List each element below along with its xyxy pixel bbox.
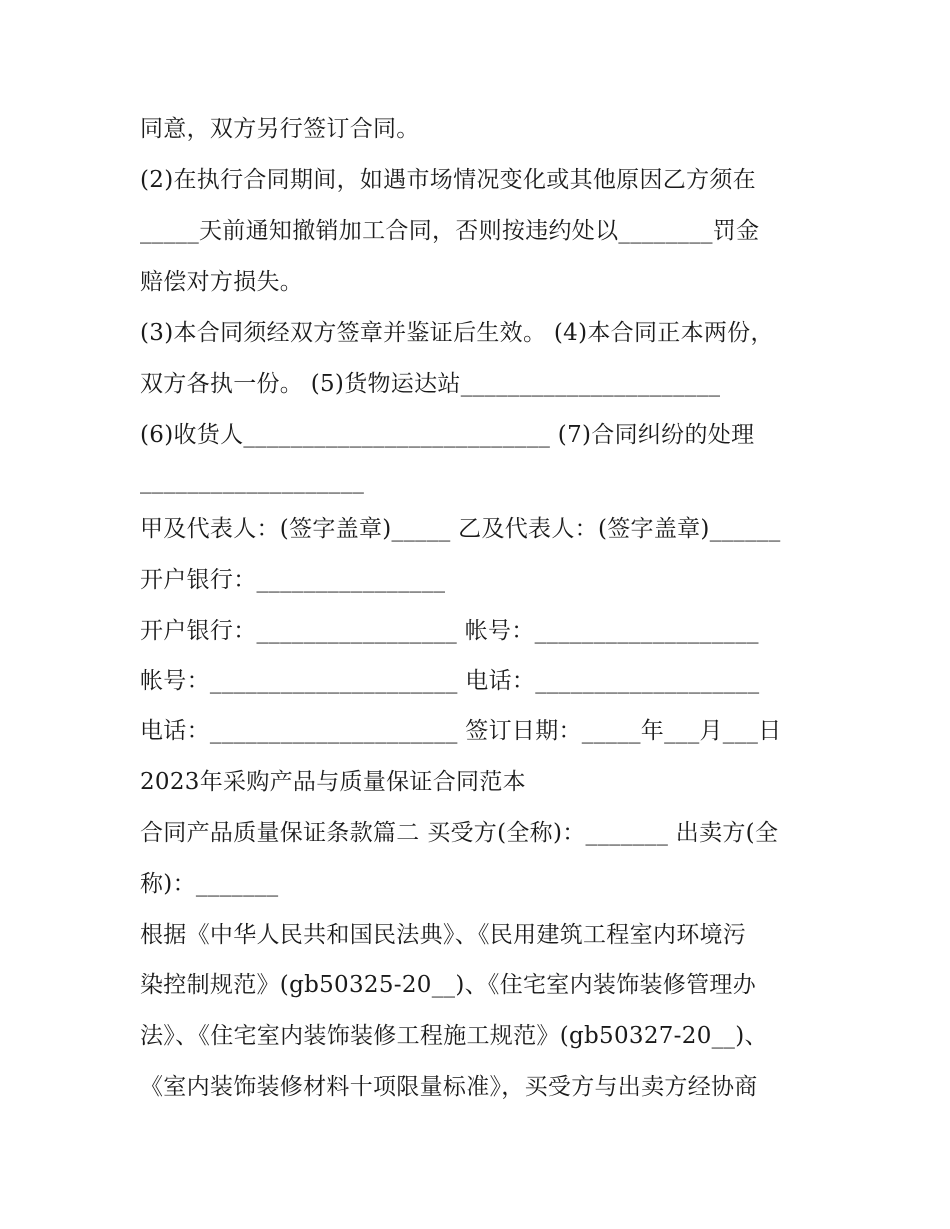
text-line: (3)本合同须经双方签章并鉴证后生效。 (4)本合同正本两份， [140, 320, 774, 346]
text-line: (6)收货人__________________________ (7)合同纠纷的处理 [140, 422, 755, 448]
text-line: 称)：_______ [140, 871, 279, 897]
text-line: 同意，双方另行签订合同。 [140, 116, 420, 142]
text-line: 电话：_____________________ 签订日期：_____年___月___日 [140, 718, 782, 744]
text-line: 《室内装饰装修材料十项限量标准》，买受方与出卖方经协商 [140, 1074, 758, 1100]
text-line: (2)在执行合同期间，如遇市场情况变化或其他原因乙方须在 [140, 167, 756, 193]
text-line: _____天前通知撤销加工合同，否则按违约处以________罚金 [140, 218, 760, 244]
text-line: 开户银行：________________ [140, 567, 446, 593]
text-line: 甲及代表人：(签字盖章)_____ 乙及代表人：(签字盖章)______ [140, 516, 781, 542]
text-line: 赔偿对方损失。 [140, 269, 304, 295]
text-line: 根据《中华人民共和国民法典》、《民用建筑工程室内环境污 [140, 922, 747, 948]
text-line: 2023年采购产品与质量保证合同范本 [140, 769, 526, 795]
text-line: 帐号：_____________________ 电话：___________________ [140, 668, 760, 694]
text-line: 染控制规范》(gb50325-20__)、《住宅室内装饰装修管理办 [140, 972, 756, 998]
text-line: 双方各执一份。 (5)货物运达站______________________ [140, 371, 721, 397]
text-line: 法》、《住宅室内装饰装修工程施工规范》(gb50327-20__)、 [140, 1023, 768, 1049]
text-line: 开户银行：_________________ 帐号：___________________ [140, 618, 759, 644]
text-line: 合同产品质量保证条款篇二 买受方(全称)：_______ 出卖方(全 [140, 820, 779, 846]
text-line: ___________________ [140, 468, 365, 494]
